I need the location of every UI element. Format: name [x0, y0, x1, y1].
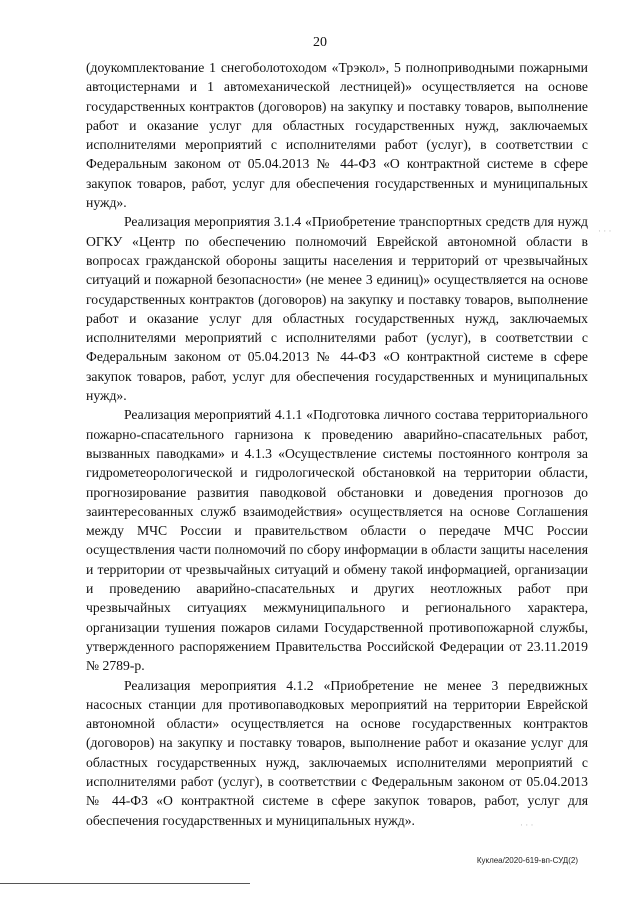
paragraph-4: Реализация мероприятия 4.1.2 «Приобретение не менее 3 передвижных насосных станции для противопаводковых мероприятий на территории Еврейской автономной области» осуществляется на основе государственных контрактов (договоров) на закупку и поставку товаров, выполнение работ и оказание услуг для областных государственных нужд, заключаемых исполнителями мероприятий с исполнителями работ (услуг), в соответствии с Федеральным законом от 05.04.2013 № 44-ФЗ «О контрактной системе в сфере закупок товаров, работ, услуг для обеспечения государственных и муниципальных нужд». [86, 677, 588, 828]
paragraph-2: Реализация мероприятия 3.1.4 «Приобретение транспортных средств для нужд ОГКУ «Центр по обеспечению полномочий Еврейской автономной области в вопросах гражданской обороны защиты населения и территорий от чрезвычайных ситуаций и пожарной безопасности» (не менее 3 единиц)» осуществляется на основе государственных контрактов (договоров) на закупку и поставку товаров, выполнение работ и оказание услуг для областных государственных нужд, заключаемых исполнителями мероприятий с исполнителями работ (услуг), в соответствии с Федеральным законом от 05.04.2013 № 44-ФЗ «О контрактной системе в сфере закупок товаров, работ, услуг для обеспечения государственных и муниципальных нужд». [86, 214, 588, 404]
scan-speck: · · · [598, 226, 612, 236]
footer-rule [0, 883, 250, 884]
scan-speck: · · · [520, 820, 534, 830]
page-number: 20 [313, 35, 327, 50]
document-body [86, 58, 588, 830]
footer-stamp: Куклеа/2020-619-вп-СУД(2) [476, 856, 578, 865]
paragraph-3: Реализация мероприятий 4.1.1 «Подготовка личного состава территориального пожарно-спасательного гарнизона к проведению аварийно-спасательных работ, вызванных паводками» и 4.1.3 «Осуществление системы постоянного контроля за гидрометеорологической и гидрологической обстановкой на территории области, прогнозирование развития паводковой обстановки и доведения прогнозов до заинтересованных служб взаимодействия» осуществляется на основе Соглашения между МЧС России и правительством области о передаче МЧС России осуществления части полномочий по сбору информации в области защиты населения и территории от чрезвычайных ситуаций и обмену такой информацией, организации и проведению аварийно-спасательных и других неотложных работ при чрезвычайных ситуациях межмуниципального и регионального характера, организации тушения пожаров силами Государственной противопожарной службы, утвержденного распоряжением Правительства Российской Федерации от 23.11.2019 № 2789-р. [86, 407, 588, 674]
paragraph-1: (доукомплектование 1 снегоболотоходом «Трэкол», 5 полноприводными пожарными автоцистернами и 1 автомеханической лестницей)» осуществляется на основе государственных контрактов (договоров) на закупку и поставку товаров, выполнение работ и оказание услуг для областных государственных нужд, заключаемых исполнителями мероприятий с исполнителями работ (услуг), в соответствии с Федеральным законом от 05.04.2013 № 44-ФЗ «О контрактной системе в сфере закупок товаров, работ, услуг для обеспечения государственных и муниципальных нужд». [86, 60, 588, 211]
